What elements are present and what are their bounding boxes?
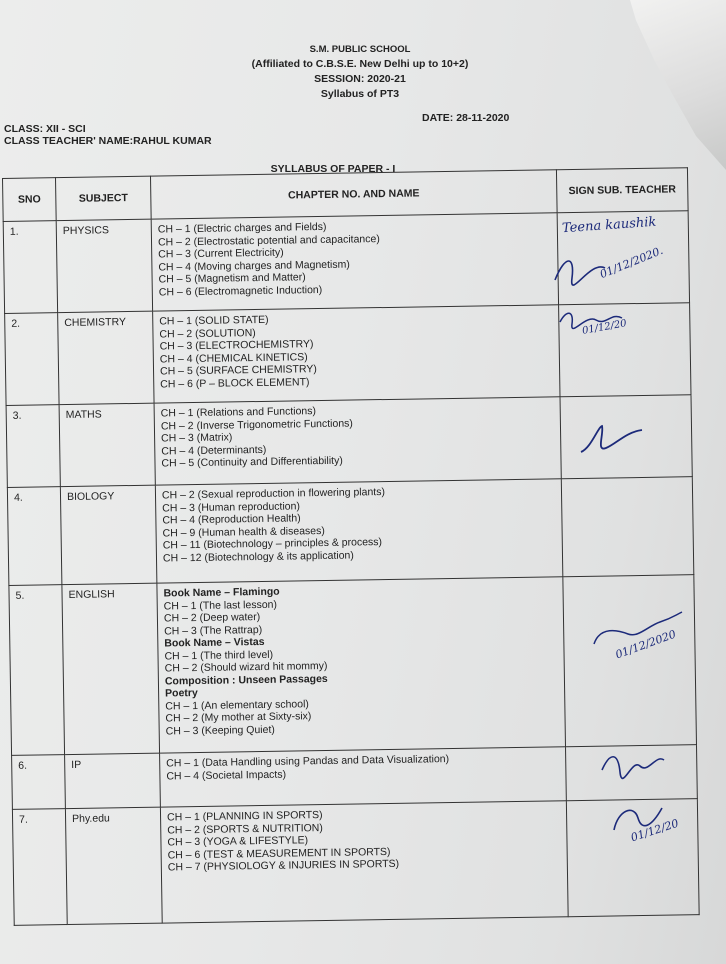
row-chapters xyxy=(155,479,562,583)
chapter-item: CH – 3 (Current Electricity) xyxy=(158,246,284,261)
class-label: CLASS: XII - SCI xyxy=(4,123,86,135)
row-signature-cell xyxy=(561,477,694,577)
row-sno: 3. xyxy=(6,405,60,488)
row-chapters xyxy=(160,747,567,807)
document-header xyxy=(150,42,570,102)
row-sno: 4. xyxy=(7,487,62,586)
header-chapter: CHAPTER NO. AND NAME xyxy=(150,170,557,219)
date: DATE: 28-11-2020 xyxy=(422,112,510,124)
chapter-item: CH – 7 (PHYSIOLOGY & INJURIES IN SPORTS) xyxy=(167,857,400,874)
row-subject: PHYSICS xyxy=(56,219,152,312)
row-chapters xyxy=(153,305,560,403)
chapter-item: CH – 6 (P – BLOCK ELEMENT) xyxy=(160,375,310,391)
chapter-item: CH – 1 (An elementary school) xyxy=(165,697,309,712)
signature-chemistry-date: 01/12/20 xyxy=(581,318,628,337)
row-subject: Phy.edu xyxy=(65,807,162,924)
affiliation: (Affiliated to C.B.S.E. New Delhi up to 10+2) xyxy=(251,58,469,70)
chapter-item: CH – 3 (Matrix) xyxy=(161,431,233,445)
chapter-item: CH – 4 (Reproduction Health) xyxy=(162,512,301,527)
chapter-item: CH – 1 (SOLID STATE) xyxy=(159,313,269,328)
session: SESSION: 2020-21 xyxy=(314,73,406,85)
class-teacher: CLASS TEACHER' NAME:RAHUL KUMAR xyxy=(4,135,212,147)
row-chapters xyxy=(160,801,568,923)
chapter-item: CH – 2 (My mother at Sixty-six) xyxy=(165,710,312,725)
chapter-item: CH – 1 (Relations and Functions) xyxy=(160,405,317,420)
chapter-item: Book Name – Vistas xyxy=(164,635,265,650)
chapter-item: CH – 3 (ELECTROCHEMISTRY) xyxy=(159,338,314,353)
chapter-item: CH – 4 (Moving charges and Magnetism) xyxy=(158,258,350,274)
chapter-item: CH – 2 (Electrostatic potential and capacitance) xyxy=(157,232,380,249)
signature-physics-date: 01/12/2020. xyxy=(598,243,665,282)
row-sno: 5. xyxy=(9,585,65,756)
chapter-item: CH – 3 (The Rattrap) xyxy=(164,623,263,638)
signature-maths xyxy=(576,422,646,462)
header-subject: SUBJECT xyxy=(56,176,152,220)
chapter-item: Poetry xyxy=(165,686,198,700)
chapter-item: CH – 12 (Biotechnology & its application) xyxy=(162,549,354,565)
row-sno: 2. xyxy=(5,313,59,406)
chapter-item: CH – 11 (Biotechnology – principles & process) xyxy=(162,536,383,552)
chapter-item: CH – 1 (The last lesson) xyxy=(163,598,278,613)
chapter-item: CH – 2 (Inverse Trigonometric Functions) xyxy=(160,417,353,433)
chapter-item: CH – 2 (Sexual reproduction in flowering plants) xyxy=(161,486,386,502)
row-chapters xyxy=(151,213,558,311)
chapter-item: CH – 4 (Societal Impacts) xyxy=(166,768,287,782)
table-row xyxy=(12,799,699,926)
chapter-item: CH – 4 (CHEMICAL KINETICS) xyxy=(159,350,308,366)
chapter-item: CH – 1 (Data Handling using Pandas and Data Visualization) xyxy=(166,753,450,770)
chapter-item: Composition : Unseen Passages xyxy=(164,672,328,688)
syllabus-title: Syllabus of PT3 xyxy=(320,88,400,100)
header-sno: SNO xyxy=(3,178,57,222)
chapter-item: CH – 3 (Keeping Quiet) xyxy=(165,723,275,737)
chapter-item: CH – 2 (Deep water) xyxy=(163,610,261,625)
chapter-item: CH – 9 (Human health & diseases) xyxy=(162,524,325,540)
chapter-item: CH – 5 (SURFACE CHEMISTRY) xyxy=(159,363,317,378)
table-row xyxy=(7,477,693,586)
signature-phyedu-date: 01/12/20 xyxy=(629,816,681,845)
row-sno: 6. xyxy=(12,755,66,810)
chapter-item: Book Name – Flamingo xyxy=(163,585,280,600)
school-name: S.M. PUBLIC SCHOOL xyxy=(309,44,411,55)
row-subject: IP xyxy=(65,753,161,808)
chapter-item: CH – 6 (Electromagnetic Induction) xyxy=(158,283,323,299)
row-subject: MATHS xyxy=(59,403,155,486)
row-signature-cell xyxy=(563,575,697,747)
row-subject: ENGLISH xyxy=(62,583,160,754)
chapter-item: CH – 2 (Should wizard hit mommy) xyxy=(164,659,328,675)
row-sno: 7. xyxy=(12,809,67,926)
chapter-item: CH – 2 (SPORTS & NUTRITION) xyxy=(167,821,323,836)
chapter-item: CH – 4 (Determinants) xyxy=(161,443,267,458)
chapter-item: CH – 3 (Human reproduction) xyxy=(162,499,301,515)
header-sign: SIGN SUB. TEACHER xyxy=(556,168,688,213)
row-chapters xyxy=(157,577,566,753)
chapter-item: CH – 1 (The third level) xyxy=(164,648,274,663)
chapter-item: CH – 1 (Electric charges and Fields) xyxy=(157,220,327,236)
chapter-item: CH – 3 (YOGA & LIFESTYLE) xyxy=(167,834,309,849)
chapter-item: CH – 2 (SOLUTION) xyxy=(159,326,256,341)
table-row xyxy=(9,575,697,756)
row-subject: CHEMISTRY xyxy=(58,311,154,404)
row-subject: BIOLOGY xyxy=(60,485,157,584)
table-caption: SYLLABUS OF PAPER - I xyxy=(270,163,396,175)
signature-physics-scribble xyxy=(550,250,610,290)
chapter-item: CH – 5 (Magnetism and Matter) xyxy=(158,271,306,286)
row-sno: 1. xyxy=(3,221,57,314)
signature-english-date: 01/12/2020 xyxy=(613,627,678,662)
chapter-item: CH – 1 (PLANNING IN SPORTS) xyxy=(166,809,323,824)
signature-physics-name: Teena kaushik xyxy=(561,214,657,237)
signature-ip xyxy=(598,748,668,782)
row-chapters xyxy=(154,397,561,485)
chapter-item: CH – 5 (Continuity and Differentiability) xyxy=(161,454,343,470)
chapter-item: CH – 6 (TEST & MEASUREMENT IN SPORTS) xyxy=(167,845,391,861)
